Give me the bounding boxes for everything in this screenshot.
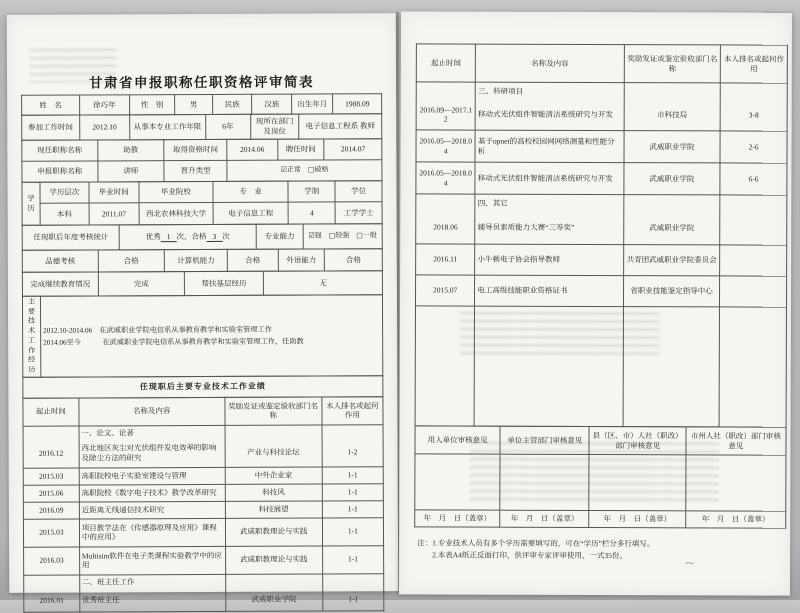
edu-system-value: 4 — [288, 202, 335, 224]
stamp-date: 年 月 日（盖章） — [500, 510, 589, 527]
result-org: 省职业技能鉴定指导中心 — [623, 276, 720, 307]
promotion-checkboxes: ☑正常 □破格 — [227, 160, 382, 182]
section-row — [416, 194, 787, 213]
table-row — [22, 94, 382, 116]
result-rank — [322, 573, 383, 587]
results-band-table — [22, 375, 383, 399]
results-table-left — [22, 396, 384, 613]
form-page-1 — [7, 13, 399, 605]
result-date: 2015.07 — [415, 275, 474, 306]
result-date: 2016.05—2018.04 — [416, 162, 475, 194]
conduct-value: 合格 — [98, 250, 165, 272]
employ-label: 聘任时间 — [277, 139, 324, 160]
continuing-table — [22, 270, 383, 297]
appraisal-label: 任现职后年度考核统计 — [22, 225, 119, 250]
result-content: 优秀班主任 — [80, 588, 226, 612]
result-date: 2016.05—2018.04 — [416, 130, 475, 162]
edu-degree-header: 学位 — [335, 181, 382, 202]
current-title-table — [21, 138, 382, 183]
table-row — [22, 224, 382, 251]
footnote-1: 注：1.专业技术人员有多个学历需要填写的，可在“学历”栏分多行填写。 — [417, 538, 655, 549]
result-rank: 2-6 — [720, 131, 787, 163]
result-row — [416, 100, 787, 131]
result-date: 2016.09—2017.12 — [416, 100, 475, 130]
result-rank: 1-1 — [322, 483, 383, 500]
result-content: 电工高级技能职业资格证书 — [475, 275, 623, 307]
footnote-2: 2.本表A4纸正反面打印，供评审专家评审使用，一式35份。 — [432, 550, 627, 561]
empty-cell — [719, 307, 786, 427]
table-row — [22, 139, 382, 162]
opinion-header-city: 市州人社（职改）部门审核意见 — [686, 427, 786, 455]
col-header-rank: 本人排名或起何作用 — [322, 396, 383, 424]
appraisal-table — [22, 223, 383, 251]
stamp-date: 年 月 日（盖章） — [686, 511, 786, 528]
result-rank: 3-8 — [720, 101, 787, 131]
result-rank — [720, 276, 787, 307]
result-rank: 1-1 — [322, 500, 383, 517]
foreign-label: 外语能力 — [278, 249, 325, 271]
apply-title-label: 申报职称名称 — [22, 161, 98, 182]
current-title-value: 助教 — [97, 140, 164, 161]
result-date — [24, 575, 80, 589]
result-org — [624, 83, 721, 101]
opinions-table — [414, 425, 786, 528]
result-content: 小牛顿电子协会指导教师 — [475, 244, 623, 276]
result-date: 2015.03 — [23, 468, 79, 485]
result-content: 移动式光伏组件智能清洁系统研究与开发 — [475, 162, 624, 195]
stamp-date: 年 月 日（盖章） — [589, 510, 686, 527]
section-row — [24, 573, 384, 589]
section-label: 一、论文、论著 — [79, 425, 225, 440]
employ-value: 2014.07 — [324, 139, 382, 160]
table-row — [22, 202, 382, 226]
result-row — [416, 162, 787, 195]
result-date — [416, 194, 475, 212]
result-rank: 1-1 — [322, 545, 383, 573]
result-date: 2016.03 — [24, 547, 80, 575]
grassroots-value: 无 — [264, 271, 383, 296]
join-value: 2012.10 — [79, 115, 129, 140]
result-row — [23, 466, 383, 485]
col-header-rank: 本人排名或起何作用 — [720, 45, 787, 83]
conduct-table — [22, 248, 383, 273]
edu-school-header: 毕业院校 — [139, 181, 213, 202]
history-content — [40, 295, 382, 377]
opinion-header-employer: 用人单位审核意见 — [415, 426, 500, 454]
result-rank — [720, 213, 787, 245]
result-row — [416, 130, 787, 163]
appraisal-counts: 优秀 1 次，合格 3 次 — [119, 224, 256, 250]
continuing-value: 完成 — [98, 272, 184, 296]
result-org — [225, 425, 322, 439]
edu-gradtime-header: 毕业时间 — [89, 182, 139, 203]
history-side-label: 主要技术工作经历 — [22, 296, 40, 377]
excellent-count: 1 — [161, 233, 177, 242]
result-content: 移动式光伏组件智能清洁系统研究与开发 — [475, 100, 623, 131]
result-org — [225, 574, 322, 588]
result-row — [416, 212, 787, 245]
result-row — [24, 545, 384, 575]
pen-mark: ~ — [685, 558, 695, 570]
continuing-label: 完成继续教育情况 — [22, 272, 98, 296]
foreign-value: 合格 — [325, 249, 383, 271]
birth-value: 1988.09 — [333, 94, 382, 114]
result-content: 基于opnet的高校校园网网络测量和性能分析 — [475, 130, 624, 163]
result-rank — [322, 424, 383, 438]
result-date: 2015.06 — [23, 485, 79, 502]
opinion-header-county: 县（区、市）人社（职改）部门审核意见 — [589, 426, 686, 454]
result-rank: 1-1 — [322, 466, 383, 483]
result-rank — [720, 83, 787, 101]
page-title: 甘肃省申报职称任职资格评审简表 — [89, 74, 315, 91]
result-row — [23, 438, 383, 468]
section-label: 三、科研项目 — [476, 82, 624, 101]
table-row — [22, 271, 382, 297]
result-org: 科技风 — [225, 484, 322, 501]
section-row — [416, 82, 787, 101]
current-title-label: 现任职称名称 — [22, 140, 98, 161]
table-row — [415, 426, 786, 455]
result-org: 武威职业学院 — [624, 131, 721, 163]
result-row — [23, 500, 383, 519]
edu-gradtime-value: 2011.07 — [89, 203, 139, 225]
section-label: 四、其它 — [475, 194, 623, 213]
empty-cell — [623, 307, 720, 427]
result-row — [23, 517, 383, 547]
result-rank: 6-6 — [720, 163, 787, 195]
results-section-title: 任现职后主要专业技术工作业绩 — [23, 375, 383, 398]
name-value: 徐巧年 — [79, 95, 129, 115]
computer-value: 合格 — [227, 249, 277, 271]
edu-level-header: 学历层次 — [40, 182, 89, 203]
years-value: 6年 — [205, 114, 250, 139]
section-label: 二、班主任工作 — [79, 574, 225, 589]
result-org: 武威职教理论与实践 — [225, 518, 322, 546]
result-content: 项目教学法在《传感器原理及应用》课程中的应用》 — [79, 518, 225, 547]
result-date: 2016.11 — [416, 244, 475, 275]
result-content: Multisim软件在电子类课程实验教学中的应用 — [79, 546, 225, 575]
col-header-org: 奖励发证或鉴定验收部门名称 — [624, 45, 721, 83]
dept-label: 现所在部门及岗位 — [250, 114, 299, 139]
result-date: 2016.12 — [23, 440, 79, 468]
result-rank: 1-2 — [322, 438, 383, 466]
result-org: 共青团武威职业学院委员会 — [623, 245, 720, 276]
result-row — [416, 244, 787, 276]
result-row — [415, 275, 786, 307]
empty-cell — [415, 306, 475, 426]
result-org: 武威职教理论与实践 — [225, 546, 322, 574]
footnotes — [417, 537, 654, 562]
stamp-date: 年 月 日（盖章） — [415, 510, 500, 527]
edu-school-value: 西北农林科技大学 — [139, 202, 213, 224]
ethnic-label: 民族 — [212, 94, 252, 114]
conduct-label: 品德考核 — [22, 250, 98, 272]
table-row — [22, 114, 382, 141]
col-header-date: 起止时间 — [23, 398, 79, 426]
col-header-content: 名称及内容 — [79, 397, 225, 426]
result-content: 西北地区灰尘对光伏组件发电效率的影响及除尘方法的研究 — [79, 439, 225, 468]
edu-system-header: 学制 — [288, 181, 335, 202]
table-row — [23, 375, 383, 398]
table-row — [22, 249, 382, 273]
result-org: 中外企业家 — [225, 467, 322, 484]
gender-value: 男 — [175, 94, 213, 114]
result-rank: 1-1 — [322, 517, 383, 545]
result-date: 2016.09 — [23, 502, 79, 519]
section-row — [23, 424, 383, 440]
join-label: 参加工作时间 — [22, 115, 80, 140]
result-org: 武威职业学院 — [623, 213, 720, 245]
years-label: 从事本专业工作年限 — [130, 114, 206, 139]
edu-major-header: 专 业 — [213, 181, 289, 202]
opinion-space-row — [415, 454, 786, 511]
opinion-space — [500, 454, 589, 510]
table-row — [416, 44, 787, 83]
work-info-table — [21, 113, 382, 141]
result-content: 近距离无线通信技术研究 — [79, 501, 225, 519]
empty-cell — [474, 306, 623, 427]
result-row — [23, 483, 383, 502]
result-org: 科技展望 — [225, 501, 322, 518]
result-content: 高职院校电子实验室建设与管理 — [79, 467, 225, 485]
edu-degree-value: 工学学士 — [335, 202, 382, 224]
grassroots-label: 帮扶基层经历 — [184, 271, 263, 295]
education-side-label: 学历 — [22, 182, 40, 225]
result-content: 高职院校《数字电子技术》教学改革研究 — [79, 484, 225, 502]
result-org — [624, 195, 721, 213]
table-row — [22, 181, 382, 204]
result-date: 2015.03 — [23, 519, 79, 547]
gender-label: 性 别 — [130, 95, 175, 115]
result-rank: 1-1 — [323, 587, 384, 610]
history-table — [22, 294, 383, 377]
col-header-date: 起止时间 — [416, 44, 475, 82]
form-page-2 — [399, 11, 792, 595]
edu-level-value: 本科 — [40, 203, 89, 225]
ethnic-value: 汉族 — [252, 94, 292, 114]
education-table — [21, 180, 382, 226]
computer-label: 计算机能力 — [164, 249, 227, 271]
ability-label: 专业能力 — [256, 224, 303, 249]
stamp-date-row — [415, 510, 786, 528]
history-line-1: 2012.10-2014.06 在武威职业学院电信系从事教育教学和实验室管理工作 — [43, 325, 272, 335]
result-date: 2018.06 — [416, 212, 475, 244]
result-content: 辅导员素质能力大赛“三等奖” — [475, 212, 624, 245]
name-label: 姓 名 — [22, 95, 80, 115]
empty-filler-row — [415, 306, 786, 427]
ability-checkboxes: ☑强 □较强 □一般 — [303, 224, 382, 249]
pass-count: 3 — [207, 233, 223, 242]
promotion-label: 晋升类型 — [164, 160, 227, 181]
opinion-space — [686, 455, 786, 511]
personal-info-table — [21, 93, 382, 116]
opinion-header-supervisor: 单位主管部门审核意见 — [500, 426, 589, 454]
result-org: 武威职业学院 — [624, 163, 721, 195]
opinion-space — [415, 454, 501, 510]
dept-value: 电子信息工程系 教师 — [299, 114, 382, 139]
result-rank — [720, 195, 787, 213]
result-date — [416, 82, 475, 100]
edu-major-value: 电子信息工程 — [213, 202, 289, 224]
table-row — [22, 295, 382, 377]
history-line-2: 2014.06至今 在武威职业学院电信系从事教育教学和实验室管理工作，任助教 — [43, 337, 304, 347]
result-org: 市科技局 — [624, 101, 721, 131]
results-table-right — [415, 43, 788, 427]
apply-title-value: 讲师 — [97, 161, 164, 182]
table-row — [23, 396, 383, 426]
col-header-content: 名称及内容 — [476, 44, 625, 83]
result-date — [23, 426, 79, 440]
birth-label: 出生年月 — [292, 94, 333, 114]
result-date: 2016.01 — [24, 589, 80, 612]
qualify-label: 取得资格时间 — [164, 139, 227, 160]
table-row — [22, 160, 382, 183]
result-org: 产业与科技论坛 — [225, 439, 322, 467]
col-header-org: 奖励发证或鉴定验收部门名称 — [225, 397, 322, 425]
result-org: 武威职业学院 — [225, 588, 322, 611]
qualify-value: 2014.06 — [227, 139, 277, 160]
opinion-space — [589, 454, 686, 510]
result-rank — [720, 245, 787, 276]
